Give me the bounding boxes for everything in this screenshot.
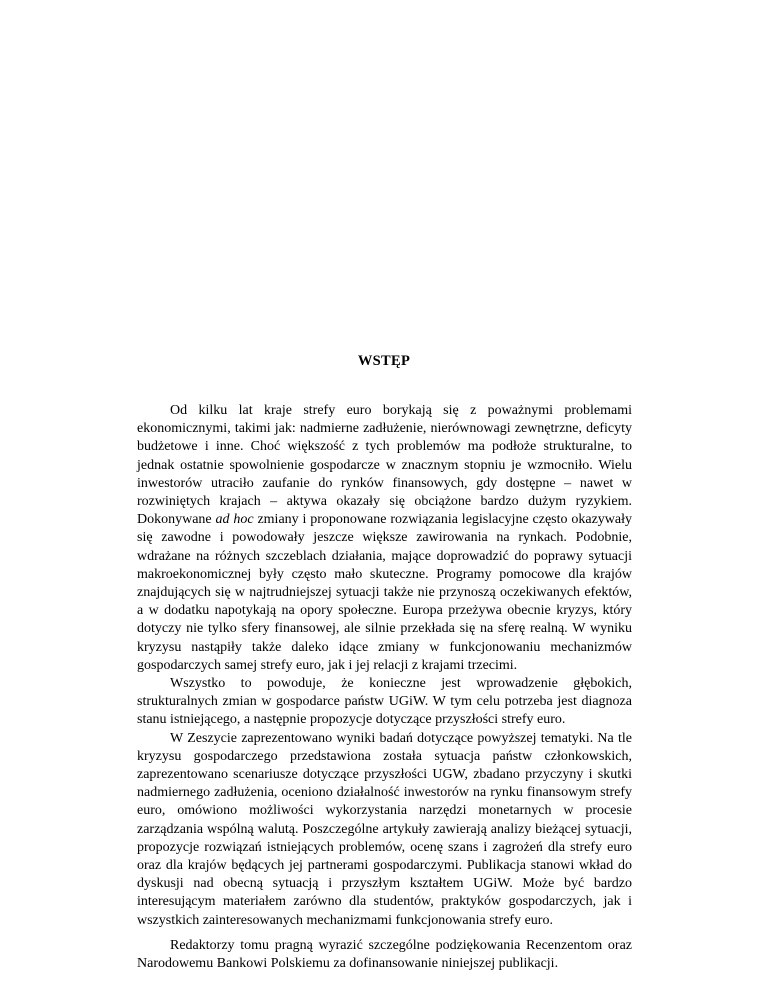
page-title: WSTĘP	[357, 353, 411, 369]
paragraph-4: Redaktorzy tomu pragną wyrazić szczególne podziękowania Recenzentom oraz Narodowemu Bankowi Polskiemu za dofinansowanie niniejszej publikacji.	[137, 937, 632, 972]
paragraph-1-text-end: zmiany i proponowane rozwiązania legislacyjne często okazywały się zawodne i powodowały jeszcze większe zawirowania na rynkach. Podobnie, wdrażane na różnych szczeblach działania, mające doprowadzić do poprawy sytuacji makroekonomicznej były często mało skuteczne. Programy pomocowe dla krajów znajdujących się w najtrudniejszej sytuacji także nie przynoszą oczekiwanych efektów, a w dodatku napotykają na opory społeczne. Europa przeżywa obecnie kryzys, który dotyczy nie tylko sfery finansowej, ale silnie przekłada się na sferę realną. W wyniku kryzysu nastąpiły także daleko idące zmiany w funkcjonowaniu mechanizmów gospodarczych samej strefy euro, jak i jej relacji z krajami trzecimi.	[137, 512, 632, 673]
paragraph-1-text-start: Od kilku lat kraje strefy euro borykają się z poważnymi problemami ekonomicznymi, takimi jak: nadmierne zadłużenie, nierównowagi zewnętrzne, deficyty budżetowe i inne. Choć większość z tych problemów ma podłoże strukturalne, to jednak ostatnie spowolnienie gospodarcze w znacznym stopniu je wzmocniło. Wielu inwestorów utraciło zaufanie do rynków finansowych, gdy dostępne – nawet w rozwiniętych krajach – aktywa okazały się obciążone bardzo dużym ryzykiem. Dokonywane	[137, 403, 632, 528]
paragraph-2: Wszystko to powoduje, że konieczne jest wprowadzenie głębokich, strukturalnych zmian w gospodarce państw UGiW. W tym celu potrzeba jest diagnoza stanu istniejącego, a następnie propozycje dotyczące przyszłości strefy euro.	[137, 676, 632, 728]
paragraph-1	[137, 402, 632, 675]
italic-phrase: ad hoc	[215, 512, 254, 528]
body-text	[137, 402, 632, 973]
paragraph-3: W Zeszycie zaprezentowano wyniki badań dotyczące powyższej tematyki. Na tle kryzysu gospodarczego przedstawiona została sytuacja państw członkowskich, zaprezentowano scenariusze dotyczące przyszłości UGW, zbadano przyczyny i skutki nadmiernego zadłużenia, oceniono działalność inwestorów na rynku finansowym strefy euro, omówiono możliwości wykorzystania narzędzi monetarnych w procesie zarządzania wspólną walutą. Poszczególne artykuły zawierają analizy bieżącej sytuacji, propozycje rozwiązań istniejących problemów, ocenę szans i zagrożeń dla strefy euro oraz dla krajów będących jej partnerami gospodarczymi. Publikacja stanowi wkład do dyskusji nad obecną sytuacją i przyszłym kształtem UGiW. Może być bardzo interesującym materiałem zarówno dla studentów, praktyków gospodarczych, jak i wszystkich zainteresowanych mechanizmami funkcjonowania strefy euro.	[137, 730, 632, 928]
